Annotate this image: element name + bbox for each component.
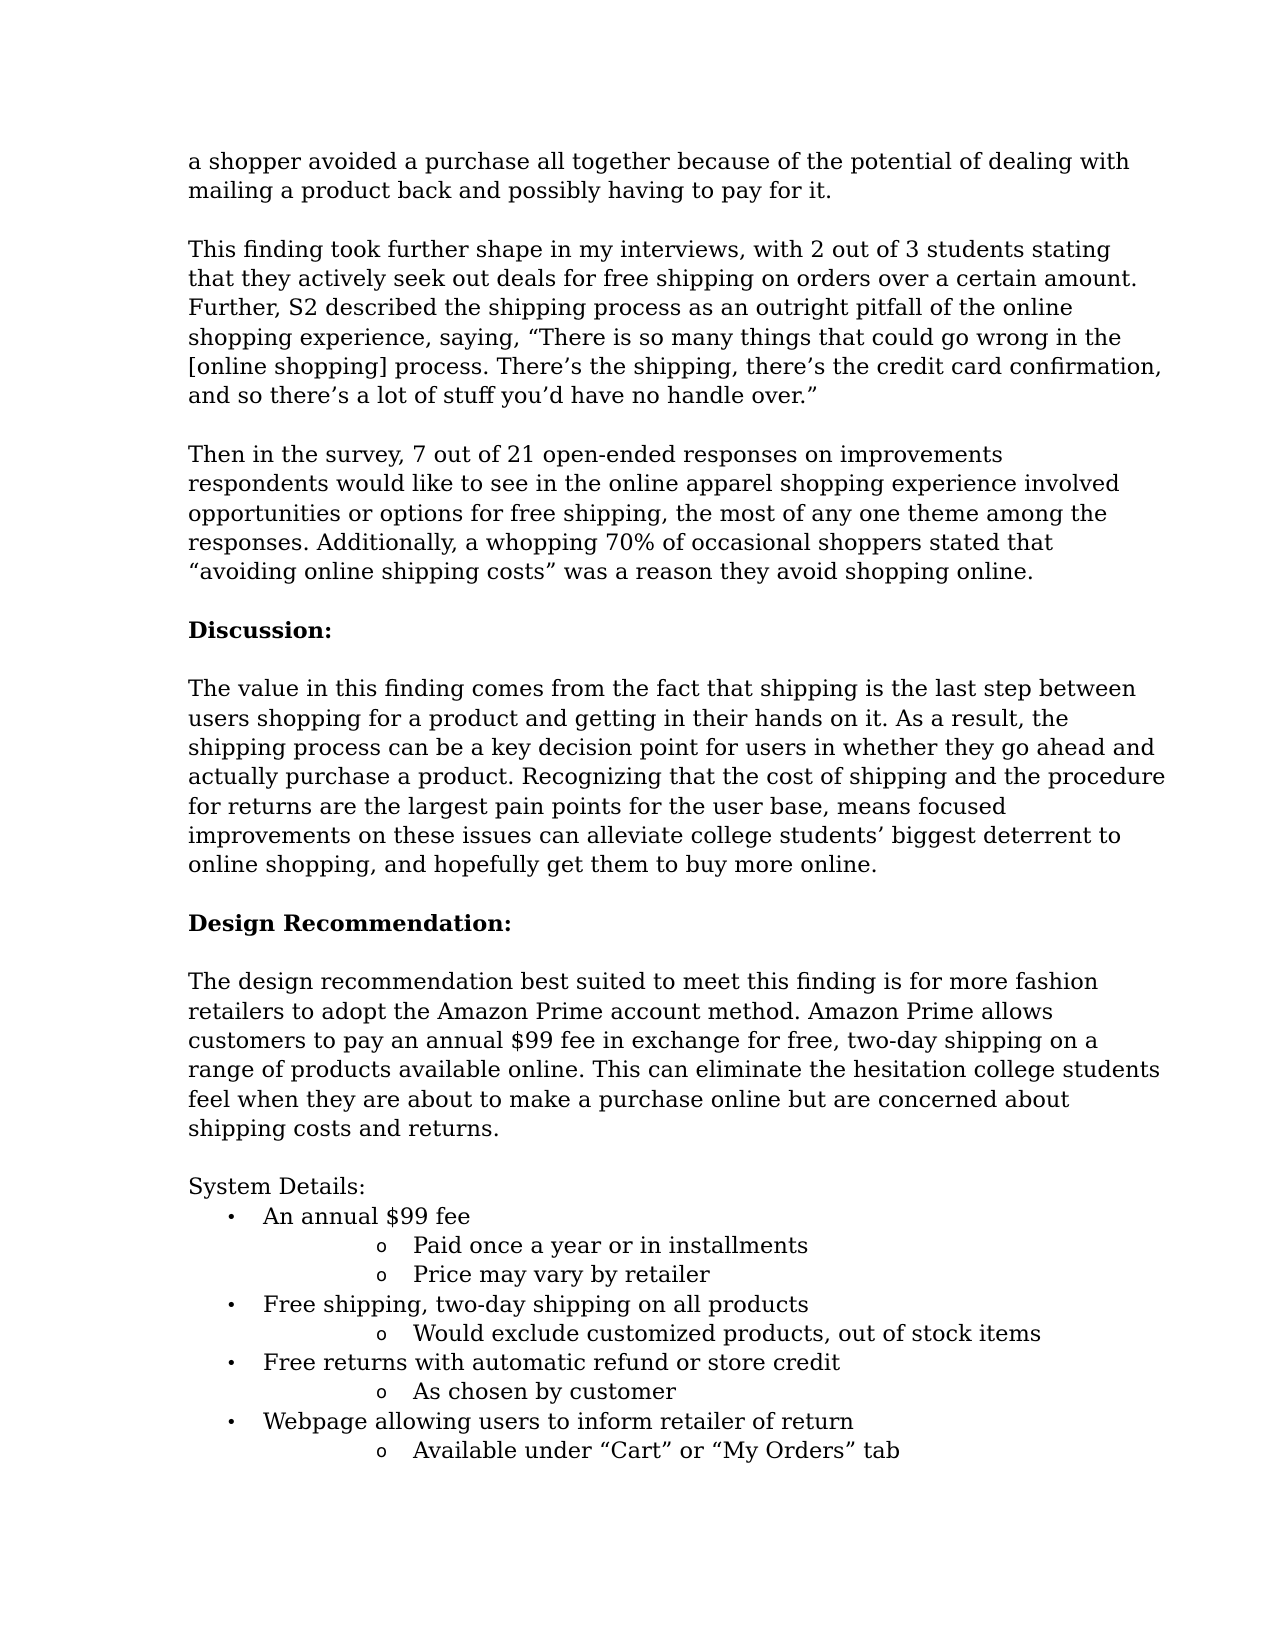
- sub-bullet-icon: o: [376, 1382, 388, 1404]
- sub-bullet-icon: o: [376, 1441, 388, 1463]
- bullet-icon: •: [226, 1411, 237, 1433]
- paragraph-design-recommendation: [188, 968, 1161, 1144]
- text-line: users shopping for a product and getting in their hands on it. As a result, the: [188, 705, 1069, 732]
- paragraph-survey: [188, 441, 1120, 587]
- text-line: a shopper avoided a purchase all together because of the potential of dealing with: [188, 149, 1130, 175]
- sub-list-item: [263, 1261, 1098, 1290]
- heading-design-recommendation: Design Recommendation:: [188, 910, 512, 937]
- text-line: respondents would like to see in the online apparel shopping experience involved: [188, 471, 1120, 498]
- list-item-text: Webpage allowing users to inform retailer of return: [263, 1408, 854, 1435]
- text-line: The design recommendation best suited to meet this finding is for more fashion: [188, 969, 1099, 996]
- sub-list-item: [263, 1232, 1098, 1261]
- sub-list: [263, 1232, 1098, 1291]
- document-page: [188, 148, 1166, 1466]
- list-item: [188, 1203, 1098, 1291]
- list-item: [188, 1349, 1098, 1408]
- bullet-icon: •: [226, 1294, 237, 1316]
- text-line: online shopping, and hopefully get them to buy more online.: [188, 852, 878, 879]
- text-line: for returns are the largest pain points for the user base, means focused: [188, 793, 1007, 820]
- list-item-text: Free shipping, two-day shipping on all products: [263, 1291, 809, 1318]
- text-line: retailers to adopt the Amazon Prime account method. Amazon Prime allows: [188, 998, 1054, 1025]
- sub-list: [263, 1378, 1098, 1407]
- list-item-text: An annual $99 fee: [263, 1203, 471, 1230]
- list-item: [188, 1408, 1098, 1467]
- text-line: and so there’s a lot of stuff you’d have no handle over.”: [188, 383, 818, 410]
- sub-bullet-icon: o: [376, 1265, 388, 1287]
- bullet-icon: •: [226, 1206, 237, 1228]
- text-line: actually purchase a product. Recognizing that the cost of shipping and the procedure: [188, 764, 1166, 791]
- text-line: [online shopping] process. There’s the shipping, there’s the credit card confirmation,: [188, 354, 1162, 381]
- heading-discussion: Discussion:: [188, 617, 333, 644]
- text-line: range of products available online. This can eliminate the hesitation college students: [188, 1057, 1161, 1084]
- text-line: “avoiding online shipping costs” was a reason they avoid shopping online.: [188, 559, 1034, 586]
- paragraph-interviews: [188, 236, 1162, 412]
- sub-list-item-text: Would exclude customized products, out of stock items: [413, 1320, 1042, 1347]
- text-line: shipping costs and returns.: [188, 1115, 500, 1142]
- sub-list: [263, 1320, 1098, 1349]
- text-line: opportunities or options for free shipping, the most of any one theme among the: [188, 500, 1108, 527]
- list-item: [188, 1291, 1098, 1350]
- sub-list-item-text: Price may vary by retailer: [413, 1262, 710, 1289]
- list-item-text: Free returns with automatic refund or store credit: [263, 1350, 841, 1377]
- bullet-icon: •: [226, 1353, 237, 1375]
- sub-list: [263, 1437, 1098, 1466]
- sub-list-item: [263, 1437, 1098, 1466]
- sub-bullet-icon: o: [376, 1323, 388, 1345]
- sub-list-item: [263, 1320, 1098, 1349]
- sub-list-item: [263, 1378, 1098, 1407]
- text-line: shopping experience, saying, “There is so many things that could go wrong in the: [188, 324, 1122, 351]
- text-line: Then in the survey, 7 out of 21 open-ended responses on improvements: [188, 441, 1003, 468]
- text-line: This finding took further shape in my interviews, with 2 out of 3 students stating: [188, 236, 1111, 263]
- system-details-list: [188, 1203, 1098, 1467]
- paragraph-intro-continued: [188, 148, 1130, 207]
- text-line: improvements on these issues can alleviate college students’ biggest deterrent to: [188, 822, 1122, 849]
- text-line: Further, S2 described the shipping process as an outright pitfall of the online: [188, 295, 1073, 322]
- text-line: that they actively seek out deals for free shipping on orders over a certain amount.: [188, 266, 1138, 293]
- text-line: shipping process can be a key decision point for users in whether they go ahead and: [188, 734, 1155, 761]
- text-line: responses. Additionally, a whopping 70% of occasional shoppers stated that: [188, 529, 1053, 556]
- sub-list-item-text: Available under “Cart” or “My Orders” tab: [413, 1438, 901, 1465]
- paragraph-discussion: [188, 675, 1166, 880]
- text-line: mailing a product back and possibly having to pay for it.: [188, 178, 833, 205]
- sub-list-item-text: As chosen by customer: [413, 1379, 676, 1406]
- sub-bullet-icon: o: [376, 1235, 388, 1257]
- sub-list-item-text: Paid once a year or in installments: [413, 1232, 809, 1259]
- text-line: customers to pay an annual $99 fee in exchange for free, two-day shipping on a: [188, 1027, 1099, 1054]
- text-line: The value in this finding comes from the fact that shipping is the last step between: [188, 676, 1137, 703]
- system-details-label: System Details:: [188, 1174, 366, 1201]
- text-line: feel when they are about to make a purchase online but are concerned about: [188, 1086, 1070, 1113]
